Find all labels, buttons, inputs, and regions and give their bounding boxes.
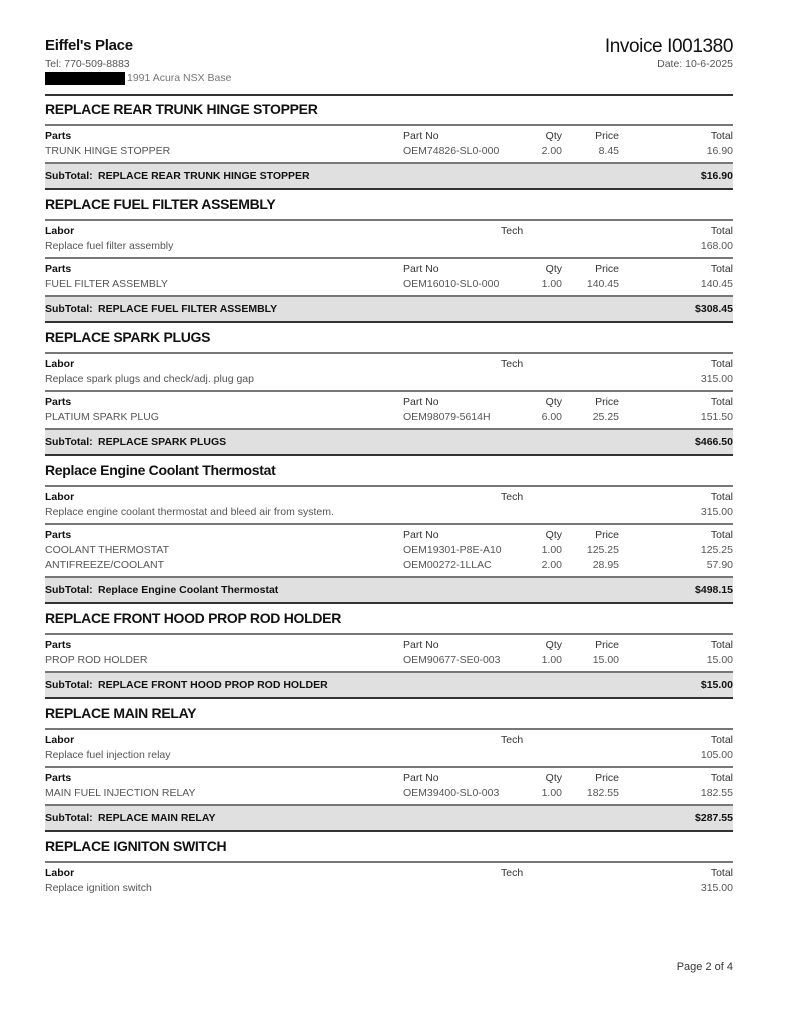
price-header: Price bbox=[595, 639, 619, 651]
tech-header: Tech bbox=[501, 225, 524, 237]
parts-block bbox=[45, 390, 733, 428]
labor-label: Labor bbox=[45, 867, 75, 879]
qty-header: Qty bbox=[545, 639, 562, 651]
total-header: Total bbox=[710, 639, 733, 651]
subtotal-label: SubTotal: bbox=[45, 812, 93, 824]
subtotal-row bbox=[45, 162, 733, 190]
section-title: REPLACE FUEL FILTER ASSEMBLY bbox=[45, 196, 276, 212]
price-header: Price bbox=[595, 396, 619, 408]
part-qty: 2.00 bbox=[541, 559, 562, 571]
subtotal-label: SubTotal: bbox=[45, 436, 93, 448]
service-section bbox=[45, 96, 733, 190]
subtotal-section-name: REPLACE FUEL FILTER ASSEMBLY bbox=[98, 303, 278, 315]
labor-block bbox=[45, 352, 733, 390]
subtotal-amount: $498.15 bbox=[695, 584, 733, 596]
service-section bbox=[45, 699, 733, 832]
part-row bbox=[45, 144, 733, 159]
service-section bbox=[45, 190, 733, 323]
subtotal-label: SubTotal: bbox=[45, 170, 93, 182]
part-price: 182.55 bbox=[586, 787, 619, 799]
part-price: 140.45 bbox=[586, 278, 619, 290]
part-qty: 2.00 bbox=[541, 145, 562, 157]
labor-total: 315.00 bbox=[700, 373, 733, 385]
subtotal-label: SubTotal: bbox=[45, 679, 93, 691]
qty-header: Qty bbox=[545, 529, 562, 541]
part-name: COOLANT THERMOSTAT bbox=[45, 544, 170, 556]
labor-total: 168.00 bbox=[700, 240, 733, 252]
parts-block bbox=[45, 257, 733, 295]
qty-header: Qty bbox=[545, 130, 562, 142]
parts-block bbox=[45, 523, 733, 576]
part-price: 125.25 bbox=[586, 544, 619, 556]
section-title: Replace Engine Coolant Thermostat bbox=[45, 462, 276, 478]
part-name: TRUNK HINGE STOPPER bbox=[45, 145, 171, 157]
subtotal-row bbox=[45, 576, 733, 604]
subtotal-amount: $15.00 bbox=[700, 679, 733, 691]
parts-label: Parts bbox=[45, 130, 72, 142]
part-total: 125.25 bbox=[700, 544, 733, 556]
service-section bbox=[45, 456, 733, 604]
price-header: Price bbox=[595, 130, 619, 142]
labor-block bbox=[45, 219, 733, 257]
part-name: ANTIFREEZE/COOLANT bbox=[45, 559, 165, 571]
parts-label: Parts bbox=[45, 772, 72, 784]
part-no-header: Part No bbox=[403, 772, 439, 784]
labor-row bbox=[45, 372, 733, 387]
part-row bbox=[45, 410, 733, 425]
part-qty: 1.00 bbox=[541, 654, 562, 666]
part-qty: 1.00 bbox=[541, 787, 562, 799]
service-sections bbox=[45, 96, 733, 899]
total-header: Total bbox=[710, 225, 733, 237]
labor-row bbox=[45, 881, 733, 896]
shop-name: Eiffel's Place bbox=[45, 37, 133, 54]
labor-description: Replace ignition switch bbox=[45, 882, 152, 894]
section-title: REPLACE FRONT HOOD PROP ROD HOLDER bbox=[45, 610, 342, 626]
subtotal-label: SubTotal: bbox=[45, 303, 93, 315]
invoice-meta bbox=[605, 37, 733, 70]
subtotal-amount: $16.90 bbox=[700, 170, 733, 182]
part-no-header: Part No bbox=[403, 130, 439, 142]
parts-header-row bbox=[45, 528, 733, 543]
tech-header: Tech bbox=[501, 734, 524, 746]
part-number: OEM00272-1LLAC bbox=[403, 559, 492, 571]
total-header: Total bbox=[710, 734, 733, 746]
part-no-header: Part No bbox=[403, 639, 439, 651]
section-title: REPLACE REAR TRUNK HINGE STOPPER bbox=[45, 101, 318, 117]
price-header: Price bbox=[595, 772, 619, 784]
invoice-page bbox=[45, 37, 733, 899]
labor-total: 315.00 bbox=[700, 506, 733, 518]
labor-header-row bbox=[45, 733, 733, 748]
parts-label: Parts bbox=[45, 263, 72, 275]
part-total: 15.00 bbox=[706, 654, 733, 666]
part-qty: 1.00 bbox=[541, 278, 562, 290]
tech-header: Tech bbox=[501, 358, 524, 370]
part-name: FUEL FILTER ASSEMBLY bbox=[45, 278, 168, 290]
labor-row bbox=[45, 239, 733, 254]
parts-block bbox=[45, 766, 733, 804]
labor-label: Labor bbox=[45, 491, 75, 503]
labor-row bbox=[45, 748, 733, 763]
part-number: OEM19301-P8E-A10 bbox=[403, 544, 502, 556]
part-total: 140.45 bbox=[700, 278, 733, 290]
total-header: Total bbox=[710, 529, 733, 541]
part-number: OEM16010-SL0-000 bbox=[403, 278, 500, 290]
part-row bbox=[45, 786, 733, 801]
subtotal-section-name: REPLACE REAR TRUNK HINGE STOPPER bbox=[98, 170, 310, 182]
part-no-header: Part No bbox=[403, 396, 439, 408]
subtotal-amount: $287.55 bbox=[695, 812, 733, 824]
part-total: 182.55 bbox=[700, 787, 733, 799]
part-price: 8.45 bbox=[598, 145, 619, 157]
part-price: 25.25 bbox=[592, 411, 619, 423]
labor-header-row bbox=[45, 224, 733, 239]
total-header: Total bbox=[710, 772, 733, 784]
total-header: Total bbox=[710, 491, 733, 503]
qty-header: Qty bbox=[545, 263, 562, 275]
part-name: MAIN FUEL INJECTION RELAY bbox=[45, 787, 196, 799]
parts-block bbox=[45, 124, 733, 162]
part-number: OEM98079-5614H bbox=[403, 411, 491, 423]
parts-header-row bbox=[45, 771, 733, 786]
labor-block bbox=[45, 485, 733, 523]
price-header: Price bbox=[595, 529, 619, 541]
labor-header-row bbox=[45, 490, 733, 505]
labor-total: 315.00 bbox=[700, 882, 733, 894]
subtotal-row bbox=[45, 295, 733, 323]
part-qty: 1.00 bbox=[541, 544, 562, 556]
part-total: 16.90 bbox=[706, 145, 733, 157]
parts-header-row bbox=[45, 395, 733, 410]
total-header: Total bbox=[710, 263, 733, 275]
parts-label: Parts bbox=[45, 396, 72, 408]
page-indicator: Page 2 of 4 bbox=[676, 961, 733, 973]
qty-header: Qty bbox=[545, 396, 562, 408]
invoice-header bbox=[45, 37, 733, 91]
section-title: REPLACE SPARK PLUGS bbox=[45, 329, 211, 345]
section-title: REPLACE IGNITON SWITCH bbox=[45, 838, 227, 854]
invoice-number: Invoice I001380 bbox=[604, 36, 733, 57]
subtotal-row bbox=[45, 804, 733, 832]
total-header: Total bbox=[710, 867, 733, 879]
redacted-customer-name bbox=[45, 72, 125, 85]
parts-header-row bbox=[45, 262, 733, 277]
part-row bbox=[45, 543, 733, 558]
service-section bbox=[45, 323, 733, 456]
invoice-date: Date: 10-6-2025 bbox=[657, 58, 733, 70]
qty-header: Qty bbox=[545, 772, 562, 784]
total-header: Total bbox=[710, 396, 733, 408]
service-section bbox=[45, 604, 733, 699]
total-header: Total bbox=[710, 130, 733, 142]
labor-label: Labor bbox=[45, 225, 75, 237]
part-total: 151.50 bbox=[700, 411, 733, 423]
part-row bbox=[45, 277, 733, 292]
part-name: PLATIUM SPARK PLUG bbox=[45, 411, 159, 423]
subtotal-amount: $308.45 bbox=[695, 303, 733, 315]
labor-label: Labor bbox=[45, 734, 75, 746]
parts-header-row bbox=[45, 638, 733, 653]
parts-label: Parts bbox=[45, 529, 72, 541]
tech-header: Tech bbox=[501, 491, 524, 503]
shop-phone: Tel: 770-509-8883 bbox=[45, 58, 130, 70]
part-name: PROP ROD HOLDER bbox=[45, 654, 148, 666]
subtotal-section-name: Replace Engine Coolant Thermostat bbox=[98, 584, 279, 596]
labor-description: Replace engine coolant thermostat and bleed air from system. bbox=[45, 506, 334, 518]
part-no-header: Part No bbox=[403, 529, 439, 541]
price-header: Price bbox=[595, 263, 619, 275]
part-qty: 6.00 bbox=[541, 411, 562, 423]
vehicle-description: 1991 Acura NSX Base bbox=[127, 72, 232, 84]
part-number: OEM39400-SL0-003 bbox=[403, 787, 500, 799]
part-number: OEM74826-SL0-000 bbox=[403, 145, 500, 157]
labor-row bbox=[45, 505, 733, 520]
part-total: 57.90 bbox=[706, 559, 733, 571]
part-number: OEM90677-SE0-003 bbox=[403, 654, 501, 666]
part-row bbox=[45, 558, 733, 573]
part-no-header: Part No bbox=[403, 263, 439, 275]
labor-total: 105.00 bbox=[700, 749, 733, 761]
part-price: 15.00 bbox=[592, 654, 619, 666]
subtotal-section-name: REPLACE MAIN RELAY bbox=[98, 812, 216, 824]
part-row bbox=[45, 653, 733, 668]
subtotal-label: SubTotal: bbox=[45, 584, 93, 596]
subtotal-section-name: REPLACE FRONT HOOD PROP ROD HOLDER bbox=[98, 679, 328, 691]
tech-header: Tech bbox=[501, 867, 524, 879]
parts-header-row bbox=[45, 129, 733, 144]
parts-label: Parts bbox=[45, 639, 72, 651]
labor-block bbox=[45, 861, 733, 899]
subtotal-section-name: REPLACE SPARK PLUGS bbox=[98, 436, 227, 448]
labor-description: Replace fuel injection relay bbox=[45, 749, 171, 761]
service-section bbox=[45, 832, 733, 899]
labor-header-row bbox=[45, 357, 733, 372]
labor-description: Replace spark plugs and check/adj. plug gap bbox=[45, 373, 254, 385]
labor-header-row bbox=[45, 866, 733, 881]
labor-description: Replace fuel filter assembly bbox=[45, 240, 174, 252]
subtotal-row bbox=[45, 428, 733, 456]
part-price: 28.95 bbox=[592, 559, 619, 571]
subtotal-amount: $466.50 bbox=[695, 436, 733, 448]
labor-block bbox=[45, 728, 733, 766]
subtotal-row bbox=[45, 671, 733, 699]
section-title: REPLACE MAIN RELAY bbox=[45, 705, 197, 721]
total-header: Total bbox=[710, 358, 733, 370]
labor-label: Labor bbox=[45, 358, 75, 370]
parts-block bbox=[45, 633, 733, 671]
customer-line bbox=[45, 72, 733, 86]
